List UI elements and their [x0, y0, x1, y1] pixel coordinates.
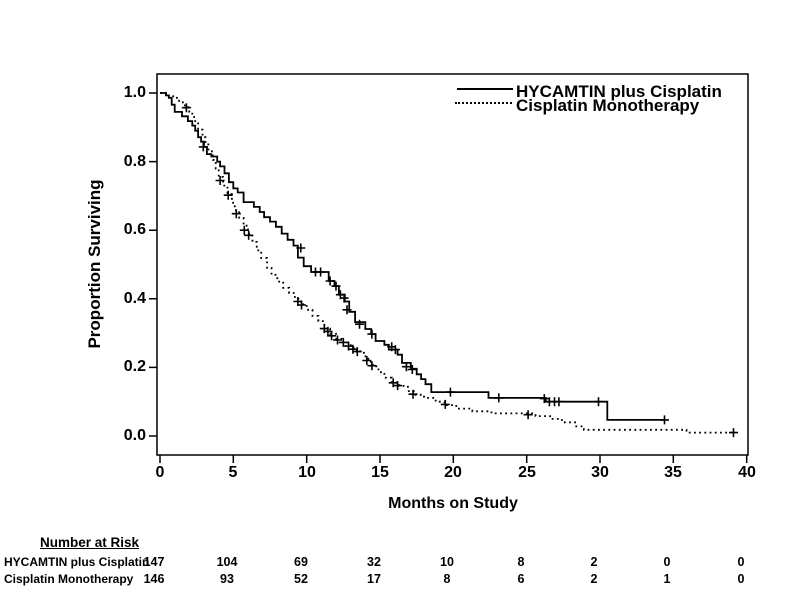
km-curve-cisplatin-monotherapy	[160, 93, 734, 433]
x-axis-title: Months on Study	[388, 495, 518, 512]
x-tick-label-20: 20	[444, 464, 462, 481]
y-tick-label-0.8: 0.8	[123, 153, 146, 170]
risk-count-row2-m35: 1	[663, 572, 671, 586]
risk-count-row2-m30: 2	[590, 572, 598, 586]
risk-count-row2-m20: 8	[443, 572, 451, 586]
risk-count-row1-m20: 10	[440, 555, 454, 569]
x-tick-label-0: 0	[155, 464, 165, 481]
risk-count-row2-m0: 146	[143, 572, 165, 586]
risk-count-row2-m40: 0	[737, 572, 745, 586]
risk-count-row1-m35: 0	[663, 555, 671, 569]
y-tick-label-0.4: 0.4	[123, 290, 146, 307]
y-tick-label-1.0: 1.0	[123, 84, 146, 101]
axis-ticks	[149, 93, 747, 463]
risk-count-row1-m0: 147	[143, 555, 165, 569]
y-axis-title: Proportion Surviving	[85, 179, 104, 349]
risk-count-row2-m15: 17	[367, 572, 381, 586]
y-tick-label-0.0: 0.0	[123, 427, 146, 444]
risk-count-row1-m25: 8	[517, 555, 525, 569]
x-tick-label-40: 40	[738, 464, 756, 481]
legend-line-dotted	[455, 102, 512, 104]
risk-row-label-cisplatin-monotherapy: Cisplatin Monotherapy	[4, 572, 134, 586]
risk-count-row2-m10: 52	[294, 572, 308, 586]
risk-row-label-hycamtin-plus-cisplatin: HYCAMTIN plus Cisplatin	[4, 555, 150, 569]
x-tick-label-10: 10	[298, 464, 316, 481]
x-tick-label-35: 35	[664, 464, 682, 481]
x-tick-label-25: 25	[518, 464, 536, 481]
risk-count-row2-m5: 93	[220, 572, 234, 586]
risk-count-row1-m5: 104	[216, 555, 238, 569]
y-tick-label-0.6: 0.6	[123, 221, 146, 238]
censor-marks-hycamtin-plus-cisplatin	[199, 142, 669, 424]
legend-line-solid	[457, 88, 513, 90]
x-tick-label-30: 30	[591, 464, 609, 481]
censor-marks-cisplatin-monotherapy	[182, 103, 738, 437]
risk-table-title: Number at Risk	[40, 535, 140, 550]
y-tick-label-0.2: 0.2	[123, 358, 146, 375]
risk-count-row1-m15: 32	[367, 555, 381, 569]
risk-count-row1-m30: 2	[590, 555, 598, 569]
plot-frame	[157, 74, 748, 455]
x-tick-label-15: 15	[371, 464, 389, 481]
risk-count-row1-m40: 0	[737, 555, 745, 569]
risk-count-row1-m10: 69	[294, 555, 308, 569]
risk-count-row2-m25: 6	[517, 572, 525, 586]
x-tick-label-5: 5	[228, 464, 238, 481]
legend-label-cisplatin-monotherapy: Cisplatin Monotherapy	[516, 96, 700, 115]
legend-label-hycamtin-plus-cisplatin: HYCAMTIN plus Cisplatin	[516, 82, 722, 101]
